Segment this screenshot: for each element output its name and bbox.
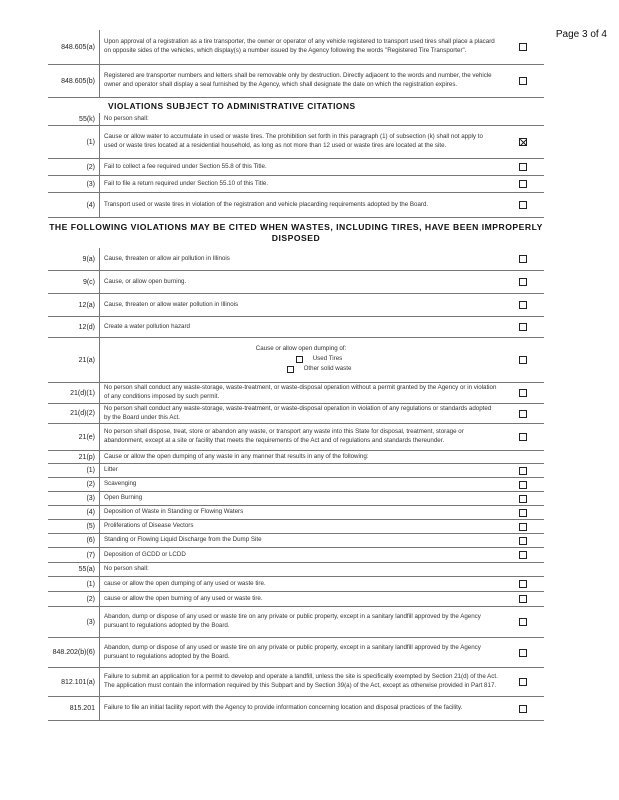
row-code: (4): [48, 193, 100, 217]
row-text: Failure to file an initial facility report with the Agency to provide information concerning location and disposal practices of the facility.: [104, 704, 463, 712]
table-row: [48, 383, 544, 404]
table-row: [48, 563, 544, 577]
table-row-21a: [48, 338, 544, 383]
checkbox-cell: [502, 176, 544, 192]
row-code: 21(d)(1): [48, 383, 100, 403]
row-code: (7): [48, 548, 100, 562]
row-code: (3): [48, 176, 100, 192]
checkbox-cell: [502, 464, 544, 477]
row-code: 815.201: [48, 697, 100, 720]
checkbox[interactable]: [519, 410, 527, 418]
row-text: Open Burning: [104, 494, 143, 502]
checkbox-cell: [502, 638, 544, 667]
checkbox-cell: [502, 520, 544, 533]
checkbox[interactable]: [519, 551, 527, 559]
row-code: 9(a): [48, 248, 100, 270]
row-text: Litter: [104, 466, 118, 474]
row-text: cause or allow the open dumping of any used or waste tire.: [104, 579, 266, 587]
checkbox[interactable]: [519, 301, 527, 309]
checkbox-cell: [502, 404, 544, 423]
table-row: [48, 404, 544, 424]
checkbox-cell: [502, 294, 544, 316]
row-text: Cause or allow water to accumulate in used or waste tires. The prohibition set forth in this paragraph (1) of subsection (k) shall not apply to used or waste tires located at a residential household, as long as not more than 12 used or waste tires are located at the site.: [104, 133, 483, 149]
row-text: Scavenging: [104, 480, 137, 488]
section-waste-b: [48, 383, 544, 721]
section-registration: [48, 30, 544, 98]
table-row: [48, 577, 544, 592]
row-code: 21(a): [48, 338, 100, 382]
checkbox[interactable]: [519, 201, 527, 209]
table-row: [48, 506, 544, 520]
row-text: Abandon, dump or dispose of any used or waste tire on any private or public property, except in a sanitary landfill approved by the Agency pursuant to regulations adopted by the Board.: [104, 613, 481, 629]
used-tires-checkbox[interactable]: [296, 356, 303, 363]
row-code: (1): [48, 577, 100, 591]
row-text: Cause, threaten or allow water pollution in Illinois: [104, 300, 239, 308]
row-code: (2): [48, 478, 100, 491]
checkbox[interactable]: [519, 618, 527, 626]
checkbox[interactable]: [519, 705, 527, 713]
table-row: [48, 271, 544, 294]
heading-improper-disposal: THE FOLLOWING VIOLATIONS MAY BE CITED WHEN WASTES, INCLUDING TIRES, HAVE BEEN IMPROPERLY DISPOSED: [49, 222, 543, 243]
table-row: [48, 607, 544, 638]
checkbox[interactable]: [519, 537, 527, 545]
table-row: [48, 176, 544, 193]
checkbox[interactable]: [519, 163, 527, 171]
checkbox-cell: [502, 451, 544, 463]
row-text: Fail to file a return required under Section 55.10 of this Title.: [104, 179, 269, 187]
checkbox-cell: [502, 577, 544, 591]
row-text: No person shall:: [104, 114, 149, 122]
checkbox-cell: [502, 534, 544, 547]
checkbox[interactable]: [519, 433, 527, 441]
row-code: 55(a): [48, 563, 100, 576]
checkbox[interactable]: [519, 180, 527, 188]
row-code: 12(d): [48, 317, 100, 337]
checkbox-cell: [502, 271, 544, 293]
page-number: Page 3 of 4: [555, 29, 607, 40]
row-text: Cause or allow the open dumping of any waste in any manner that results in any of the following:: [104, 452, 369, 460]
table-row: [48, 464, 544, 478]
checkbox[interactable]: [519, 77, 527, 85]
table-row: [48, 638, 544, 668]
table-row: [48, 492, 544, 506]
row-code: 848.605(a): [48, 30, 100, 64]
checkbox[interactable]: [519, 509, 527, 517]
table-row: [48, 159, 544, 176]
row-text: [100, 338, 502, 382]
row-code: (2): [48, 159, 100, 175]
checkbox-cell: [502, 113, 544, 125]
checkbox-cell: [502, 563, 544, 576]
row-text: Deposition of GCDD or LCDD: [104, 550, 186, 558]
checkbox-cell: [502, 697, 544, 720]
row-code: (1): [48, 126, 100, 158]
checkbox[interactable]: [519, 595, 527, 603]
row-code: 55(k): [48, 113, 100, 125]
row-text: Cause, threaten or allow air pollution in Illinois: [104, 254, 230, 262]
checked-checkbox[interactable]: [519, 138, 527, 146]
checkbox-cell: [502, 668, 544, 696]
row-text: No person shall:: [104, 565, 149, 573]
checkbox-cell: [502, 317, 544, 337]
row-code: (3): [48, 607, 100, 637]
table-row: [48, 697, 544, 721]
row-code: (5): [48, 520, 100, 533]
row-21a-label: Cause or allow open dumping of:: [255, 345, 347, 353]
table-row: [48, 668, 544, 697]
table-row: [48, 317, 544, 338]
checkbox-cell: [502, 383, 544, 403]
table-row: [48, 248, 544, 271]
row-text: Proliferations of Disease Vectors: [104, 522, 194, 530]
checkbox[interactable]: [519, 43, 527, 51]
checkbox-cell: [502, 248, 544, 270]
checkbox[interactable]: [519, 481, 527, 489]
checkbox-cell: [502, 506, 544, 519]
row-code: 848.202(b)(6): [48, 638, 100, 667]
table-row: [48, 548, 544, 563]
row-code: (6): [48, 534, 100, 547]
row-text: Deposition of Waste in Standing or Flowing Waters: [104, 508, 244, 516]
checkbox-cell: [502, 159, 544, 175]
checkbox-cell: [502, 338, 544, 382]
checkbox-cell: [502, 607, 544, 637]
checkbox-cell: [502, 424, 544, 450]
row-text: No person shall dispose, treat, store or abandon any waste, or transport any waste into this State for disposal, treatment, storage or abandonment, except at a site or facility that meets the requirements of the Act and of regulations and standards thereunder.: [104, 428, 464, 444]
row-text: Abandon, dump or dispose of any used or waste tire on any private or public property, except in a sanitary landfill approved by the Agency pursuant to regulations adopted by the Board.: [104, 643, 481, 660]
checkbox[interactable]: [519, 523, 527, 531]
row-21a-checkbox[interactable]: [519, 356, 527, 364]
heading-administrative-citations: VIOLATIONS SUBJECT TO ADMINISTRATIVE CITATIONS: [108, 101, 356, 111]
row-code: 21(e): [48, 424, 100, 450]
sub-option-used-tires: [296, 355, 343, 364]
row-text: Cause, or allow open burning.: [104, 277, 187, 285]
table-row: [48, 478, 544, 492]
checkbox-cell: [502, 592, 544, 606]
checkbox-cell: [502, 492, 544, 505]
row-code: 848.605(b): [48, 65, 100, 97]
table-row: [48, 126, 544, 159]
row-text: Failure to submit an application for a permit to develop and operate a landfill, unless the site is specifically exempted by Section 21(d) of the Act. The application must contain the information required by this Subpart and by Section 39(a) of the Act, except as otherwise provided in Part 817.: [104, 673, 498, 689]
row-text: Standing or Flowing Liquid Discharge from the Dump Site: [104, 536, 262, 544]
table-row: [48, 520, 544, 534]
violation-form: [48, 30, 544, 721]
checkbox[interactable]: [519, 649, 527, 657]
row-text: Upon approval of a registration as a tire transporter, the owner or operator of any vehicle registered to transport used tires shall place a placard on opposite sides of the vehicles, which display(s) a number issued by the Agency following the words "Registered Tire Transporter".: [104, 38, 495, 54]
section-administrative: [48, 113, 544, 218]
row-text: No person shall conduct any waste-storage, waste-treatment, or waste-disposal operation in violation of any regulations or standards adopted by the Board under this Act.: [104, 404, 492, 421]
checkbox[interactable]: [519, 580, 527, 588]
other-waste-checkbox[interactable]: [287, 366, 294, 373]
sub-option-label: Used Tires: [312, 354, 343, 362]
table-row: [48, 294, 544, 317]
table-row: [48, 451, 544, 464]
checkbox-cell: [502, 30, 544, 64]
checkbox[interactable]: [519, 678, 527, 686]
checkbox[interactable]: [519, 389, 527, 397]
checkbox-cell: [502, 193, 544, 217]
checkbox[interactable]: [519, 495, 527, 503]
row-code: (1): [48, 464, 100, 477]
row-text: Create a water pollution hazard: [104, 322, 190, 330]
table-row: [48, 592, 544, 607]
row-code: (3): [48, 492, 100, 505]
row-code: (2): [48, 592, 100, 606]
checkbox-cell: [502, 126, 544, 158]
row-text: Transport used or waste tires in violation of the registration and vehicle placarding requirements adopted by the Board.: [104, 200, 429, 208]
table-row: [48, 424, 544, 451]
row-code: 21(p): [48, 451, 100, 463]
table-row: [48, 193, 544, 218]
row-text: No person shall conduct any waste-storage, waste-treatment, or waste-disposal operation without a permit granted by the Agency or in violation of any conditions imposed by such permit.: [104, 384, 497, 400]
checkbox-cell: [502, 65, 544, 97]
checkbox[interactable]: [519, 467, 527, 475]
checkbox[interactable]: [519, 323, 527, 331]
checkbox[interactable]: [519, 255, 527, 263]
table-row: [48, 30, 544, 65]
row-code: (4): [48, 506, 100, 519]
checkbox-cell: [502, 548, 544, 562]
table-row: [48, 113, 544, 126]
sub-option-label: Other solid waste: [303, 365, 352, 373]
row-code: 9(c): [48, 271, 100, 293]
table-row: [48, 534, 544, 548]
sub-option-other-waste: [287, 365, 352, 374]
checkbox[interactable]: [519, 278, 527, 286]
row-text: Fail to collect a fee required under Section 55.8 of this Title.: [104, 162, 267, 170]
row-code: 21(d)(2): [48, 404, 100, 423]
row-text: cause or allow the open burning of any used or waste tire.: [104, 594, 263, 602]
checkbox-cell: [502, 478, 544, 491]
table-row: [48, 65, 544, 98]
row-code: 12(a): [48, 294, 100, 316]
row-text: Registered are transporter numbers and letters shall be removable only by destruction. Directly adjacent to the words and number, the vehicle owner and operator shall display a seal furnished by the Agency, which shall designate the date on which the registration expires.: [104, 72, 492, 88]
row-code: 812.101(a): [48, 668, 100, 696]
section-waste-a: [48, 248, 544, 338]
